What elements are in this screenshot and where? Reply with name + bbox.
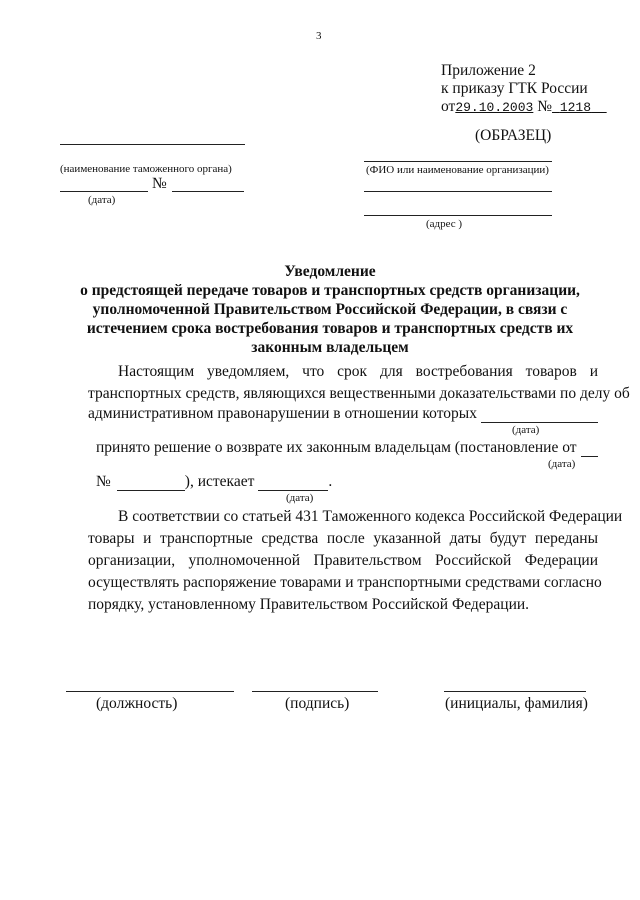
title-line: о предстоящей передаче товаров и транспортных средств организации, bbox=[80, 282, 580, 299]
page-number: 3 bbox=[316, 30, 322, 42]
para1-line5-dot: . bbox=[328, 473, 333, 490]
initials-label: (инициалы, фамилия) bbox=[445, 695, 588, 712]
position-line bbox=[66, 691, 234, 692]
para1-line3-row bbox=[88, 405, 598, 423]
num-sign: № bbox=[152, 175, 167, 192]
para2-line5: порядку, установленному Правительством Российской Федерации. bbox=[88, 596, 530, 613]
notice-title bbox=[60, 262, 600, 357]
fill-line-1 bbox=[481, 407, 598, 423]
title-line: истечением срока востребования товаров и транспортных средств их bbox=[86, 320, 574, 337]
signature-label: (подпись) bbox=[285, 695, 350, 712]
from-label: от bbox=[441, 98, 456, 115]
para1-line3: административном правонарушении в отношении которых bbox=[88, 405, 477, 422]
num-sign: № bbox=[537, 98, 553, 115]
para2-line2: товары и транспортные средства после указанной даты будут переданы bbox=[88, 530, 598, 547]
order-number-value: 1218 bbox=[559, 100, 592, 115]
customs-label: (наименование таможенного органа) bbox=[60, 163, 232, 175]
para1-line5-num: № bbox=[96, 473, 111, 490]
date-label: (дата) bbox=[88, 194, 116, 206]
date-label-2: (дата) bbox=[548, 458, 576, 470]
date-line bbox=[60, 191, 148, 192]
para1-line5-expires: ), истекает bbox=[184, 473, 255, 490]
para2-line4: осуществлять распоряжение товарами и транспортными средствами согласно bbox=[88, 574, 602, 591]
para1-line5-row bbox=[96, 473, 332, 491]
fill-line-4 bbox=[258, 475, 328, 491]
name-label: (ФИО или наименование организации) bbox=[366, 164, 549, 176]
name-line bbox=[364, 161, 552, 162]
para1-line2: транспортных средств, являющихся вещественными доказательствами по делу об bbox=[88, 385, 630, 402]
title-line: Уведомление bbox=[284, 263, 376, 280]
customs-line bbox=[60, 144, 245, 145]
date-label-3: (дата) bbox=[286, 492, 314, 504]
order-date: 29.10.2003 bbox=[455, 100, 534, 115]
name-sign-line bbox=[444, 691, 586, 692]
title-line: законным владельцем bbox=[251, 339, 409, 356]
number-line bbox=[172, 191, 244, 192]
address-line bbox=[364, 215, 552, 216]
para1-line4-row bbox=[96, 439, 598, 457]
para1-line1: Настоящим уведомляем, что срок для востребования товаров и bbox=[118, 363, 598, 380]
position-label: (должность) bbox=[96, 695, 178, 712]
appendix-label: Приложение 2 bbox=[441, 62, 536, 79]
name-line-2 bbox=[364, 191, 552, 192]
address-label: (адрес ) bbox=[426, 218, 463, 230]
para2-line3: организации, уполномоченной Правительством Российской Федерации bbox=[88, 552, 598, 569]
para1-line4: принято решение о возврате их законным владельцам (постановление от bbox=[96, 439, 577, 456]
fill-line-2 bbox=[581, 441, 598, 457]
title-line: уполномоченной Правительством Российской Федерации, в связи с bbox=[92, 301, 568, 318]
signature-line bbox=[252, 691, 378, 692]
order-date-line bbox=[441, 98, 607, 117]
order-number bbox=[552, 100, 607, 115]
fill-line-3 bbox=[117, 475, 185, 491]
sample-label: (ОБРАЗЕЦ) bbox=[475, 127, 552, 144]
order-label: к приказу ГТК России bbox=[441, 80, 588, 97]
para2-line1: В соответствии со статьей 431 Таможенного кодекса Российской Федерации bbox=[118, 508, 623, 525]
date-label-1: (дата) bbox=[512, 424, 540, 436]
